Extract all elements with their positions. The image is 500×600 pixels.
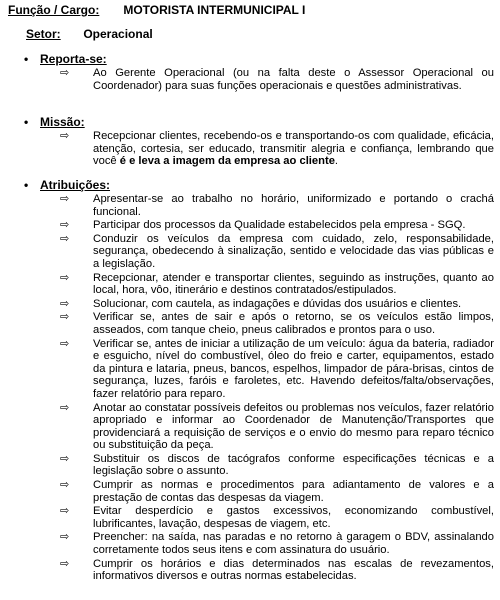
arrow-icon: ⇨ [60,130,70,142]
bullet-icon: • [24,52,29,66]
list-item: ⇨ Preencher: na saída, nas paradas e no retorno à garagem o BDV, assinalando corretamente todos seus itens e com assinatura do usuário. [60,531,494,557]
arrow-icon: ⇨ [60,452,70,465]
arrow-icon: ⇨ [60,531,70,544]
arrow-icon: ⇨ [60,219,70,232]
list-item: ⇨ Ao Gerente Operacional (ou na falta deste o Assessor Operacional ou Coordenador) para suas funções operacionais e questões administrativas. [60,67,494,92]
list-item: ⇨ Conduzir os veículos da empresa com cuidado, zelo, responsabilidade, segurança, obedecendo à sinalização, sentido e velocidade das vias públicas e a legislação. [60,232,494,270]
arrow-icon: ⇨ [60,401,70,414]
list-item: ⇨ Verificar se, antes de sair e após o retorno, se os veículos estão limpos, asseados, com tanque cheio, pneus calibrados e prontos para o uso. [60,311,494,336]
list-item: ⇨ Apresentar-se ao trabalho no horário, uniformizado e portando o crachá funcional. [60,193,494,218]
setor-label: Setor: [26,27,61,41]
arrow-icon: ⇨ [60,337,70,350]
list-item: ⇨ Evitar desperdício e gastos excessivos, economizando combustível, lubrificantes, lavação, despesas de viagem, etc. [60,505,494,530]
section-title: • Reporta-se: [24,52,107,66]
funcao-row [8,3,305,17]
arrow-icon: ⇨ [60,557,70,570]
arrow-icon: ⇨ [60,67,70,79]
arrow-icon: ⇨ [60,479,70,492]
list-item: ⇨ Recepcionar clientes, recebendo-os e transportando-os com qualidade, eficácia, atenção, cortesia, ser educado, transmitir alegria e confiança, lembrando que você é e leva a imagem da empresa ao cliente. [60,130,494,168]
list-item: ⇨ Cumprir os horários e dias determinados nas escalas de revezamentos, informativos diversos e outras normas estabelecidas. [60,557,494,583]
list-item: ⇨ Cumprir as normas e procedimentos para adiantamento de valores e a prestação de contas das despesas da viagem. [60,479,494,504]
list-item: ⇨ Verificar se, antes de iniciar a utilização de um veículo: água da bateria, radiador e esguicho, nível do combustível, óleo do freio e carter, equipamentos, estado da pintura e lataria, pneus, bancos, espelhos, limpador de pára-brisas, cintos de segurança, luzes, faróis e faroletes, etc. Havendo defeitos/falta/observações, fazer relatório para reparo. [60,337,494,400]
arrow-icon: ⇨ [60,271,70,284]
bullet-icon: • [24,178,29,192]
arrow-icon: ⇨ [60,505,70,518]
arrow-icon: ⇨ [60,297,70,310]
setor-value: Operacional [83,27,153,41]
funcao-label: Função / Cargo: [8,3,100,17]
section-title: • Atribuições: [24,178,111,192]
section-atribuicoes [24,178,494,583]
arrow-icon: ⇨ [60,311,70,324]
section-reporta [24,52,494,92]
section-missao [24,115,494,168]
setor-row [26,27,153,41]
funcao-value: MOTORISTA INTERMUNICIPAL I [123,3,306,17]
missao-highlight: é e leva a imagem da empresa ao cliente [119,155,335,168]
bullet-icon: • [24,115,29,129]
arrow-icon: ⇨ [60,232,70,245]
arrow-icon: ⇨ [60,193,70,205]
list-item: ⇨ Solucionar, com cautela, as indagações e dúvidas dos usuários e clientes. [60,297,462,310]
list-item: ⇨ Recepcionar, atender e transportar clientes, seguindo as instruções, quanto ao local, hora, vôo, itinerário e destinos contratados/estipulados. [60,271,494,297]
section-title: • Missão: [24,115,85,129]
list-item: ⇨ Anotar ao constatar possíveis defeitos ou problemas nos veículos, fazer relatório apropriado e informar ao Coordenador de Manutenção/Transportes que providenciará a requisição de serviços e o envio do mesmo para reparo técnico ou substituição da peça. [60,401,494,452]
list-item: ⇨ Substituir os discos de tacógrafos conforme especificações técnicas e a legislação sobre o assunto. [60,452,494,478]
list-item: ⇨ Participar dos processos da Qualidade estabelecidos pela empresa - SGQ. [60,219,466,232]
